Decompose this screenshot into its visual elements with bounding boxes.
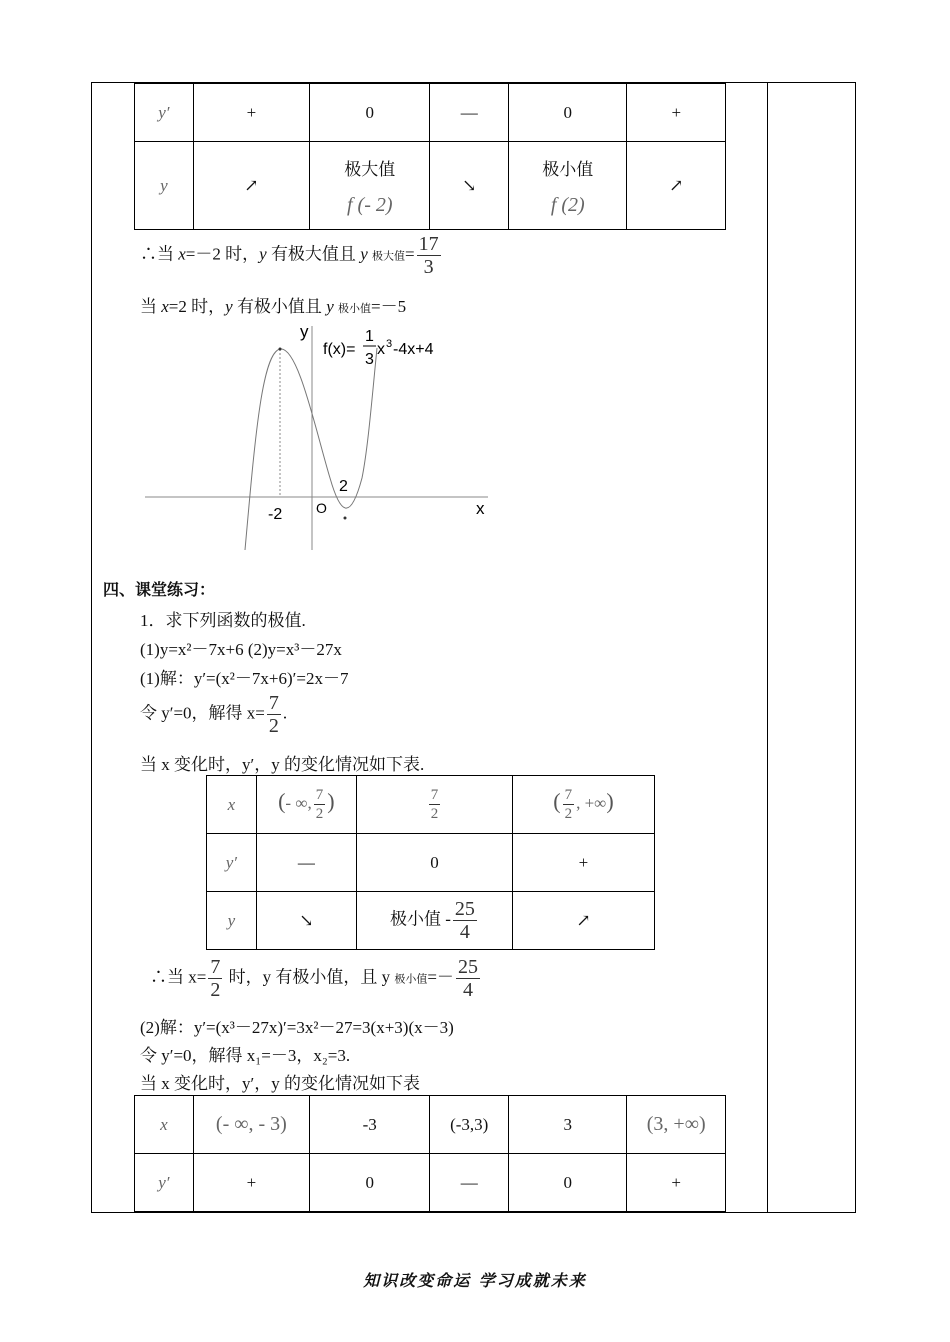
- header-x: x: [135, 1096, 194, 1154]
- function-label-exp: 3: [386, 338, 393, 350]
- text: ∴当: [140, 244, 179, 264]
- frame-left: [91, 82, 92, 1213]
- fraction: [456, 956, 480, 1001]
- cell: 0: [310, 1154, 430, 1212]
- text: .: [282, 703, 288, 723]
- subscript: 极小值: [337, 303, 371, 315]
- denominator: 2: [430, 806, 439, 822]
- max-statement: [140, 233, 443, 278]
- tick-label-neg2: -2: [268, 506, 283, 523]
- var-x: x: [161, 297, 169, 316]
- critical-point: -3: [310, 1096, 430, 1154]
- numerator: 7: [315, 787, 324, 803]
- text: =2 时，: [168, 297, 226, 316]
- cell: +: [627, 84, 726, 142]
- denominator: 2: [268, 715, 279, 737]
- frame-mid: [767, 82, 768, 1213]
- cell: +: [193, 1154, 309, 1212]
- denominator: 2: [210, 979, 221, 1001]
- increasing-arrow: ↗: [193, 142, 309, 230]
- var-y: y: [326, 297, 334, 316]
- cell: +: [193, 84, 309, 142]
- increasing-arrow: ↗: [512, 892, 654, 950]
- var-x: x: [178, 244, 186, 264]
- min-label: 极小值 -: [389, 909, 451, 929]
- interval: (3, +∞): [627, 1096, 726, 1154]
- increasing-arrow: ↗: [627, 142, 726, 230]
- fraction: [417, 233, 441, 278]
- denominator: 4: [459, 921, 470, 943]
- decreasing-arrow: ↘: [256, 892, 356, 950]
- frame-right: [855, 82, 856, 1213]
- fraction: [314, 786, 326, 823]
- header-x: x: [207, 776, 257, 834]
- frame-bottom: [91, 1212, 856, 1213]
- interval-text: , +∞: [576, 793, 607, 813]
- numerator: 7: [210, 956, 221, 978]
- text: 令 y′=0，解得 x=: [140, 703, 265, 723]
- function-label-num: 1: [365, 328, 374, 345]
- text: ∴当 x=: [150, 967, 207, 987]
- fraction: [453, 898, 477, 943]
- subscript: 极大值: [371, 250, 405, 263]
- cell: —: [256, 834, 356, 892]
- text: 当: [140, 297, 162, 316]
- numerator: 25: [457, 956, 478, 978]
- y-axis-label: y: [300, 322, 309, 341]
- interval: (-3,3): [430, 1096, 509, 1154]
- cell: —: [430, 1154, 509, 1212]
- exercise-1-functions: (1)y=x²－7x+6 (2)y=x³－27x: [140, 640, 342, 659]
- cell-y: y: [207, 892, 257, 950]
- tick-label-2: 2: [339, 478, 348, 495]
- origin-label: O: [316, 500, 327, 516]
- critical-point: 3: [509, 1096, 627, 1154]
- denominator: 3: [423, 256, 434, 278]
- cell: +: [627, 1154, 726, 1212]
- critical-point: [356, 776, 512, 834]
- max-value: f (- 2): [346, 193, 393, 216]
- subscript: 极小值: [394, 973, 428, 986]
- interval-text: - ∞,: [285, 793, 312, 813]
- min-cell: [356, 892, 512, 950]
- solution-1-derivative: (1)解：y′=(x²－7x+6)′=2x－7: [140, 669, 349, 688]
- text: 有极大值且: [266, 244, 361, 264]
- min-statement: [140, 292, 406, 317]
- cell: 0: [509, 84, 627, 142]
- text: =－5: [370, 297, 407, 316]
- solution-2-derivative: (2)解：y′=(x³－27x)′=3x²－27=3(x+3)(x－3): [140, 1018, 454, 1037]
- min-cell: [509, 142, 627, 230]
- curve: [245, 348, 377, 550]
- solution-1-result: [150, 956, 482, 1001]
- numerator: 17: [418, 233, 439, 255]
- max-point: [279, 348, 282, 351]
- cell-yprime: y′: [135, 84, 194, 142]
- min-value: f (2): [550, 193, 585, 216]
- fraction: [267, 692, 281, 737]
- text: 时，y 有极小值，且 y: [224, 967, 391, 987]
- exercise-1: 1．求下列函数的极值.: [140, 611, 306, 630]
- cell: 0: [356, 834, 512, 892]
- page-footer: 知识改变命运 学习成就未来: [363, 1271, 587, 1290]
- interval-right: ( $\frac{7}{2}$ , +∞): [512, 776, 654, 834]
- min-point: [344, 517, 347, 520]
- cell: 0: [509, 1154, 627, 1212]
- var-y: y: [360, 244, 368, 264]
- var-y: y: [225, 297, 233, 316]
- section-heading: 四、课堂练习：: [103, 580, 216, 599]
- max-cell: [310, 142, 430, 230]
- decreasing-arrow: ↘: [430, 142, 509, 230]
- function-graph: [140, 318, 500, 558]
- solution-2-table-intro: 当 x 变化时，y′，y 的变化情况如下表: [140, 1074, 420, 1093]
- denominator: 4: [462, 979, 473, 1001]
- solution-1-root: [140, 692, 287, 737]
- interval-left: (- ∞, $\frac{7}{2}$ ): [256, 776, 356, 834]
- fraction: [429, 786, 441, 823]
- text: =: [404, 244, 415, 264]
- variation-table-2: [206, 775, 655, 950]
- var-y: y: [259, 244, 267, 264]
- numerator: 7: [564, 787, 573, 803]
- variation-table-1: [134, 83, 726, 230]
- numerator: 25: [454, 898, 475, 920]
- cell: —: [430, 84, 509, 142]
- x-axis-label: x: [476, 499, 485, 518]
- function-label-tail: -4x+4: [393, 341, 434, 358]
- cell-yprime: y′: [135, 1154, 194, 1212]
- denominator: 2: [564, 806, 573, 822]
- solution-2-roots: 令 y′=0，解得 x₁=－3，x₂=3.: [140, 1046, 351, 1065]
- denominator: 2: [315, 806, 324, 822]
- text: =－2 时，: [185, 244, 260, 264]
- interval: (- ∞, - 3): [193, 1096, 309, 1154]
- fraction: [208, 956, 222, 1001]
- numerator: 7: [430, 787, 439, 803]
- text: 有极小值且: [232, 297, 327, 316]
- variation-table-3: [134, 1095, 726, 1212]
- cell-y: y: [135, 142, 194, 230]
- fraction: [563, 786, 575, 823]
- numerator: 7: [268, 692, 279, 714]
- text: =－: [427, 967, 454, 987]
- function-label-den: 3: [365, 351, 374, 368]
- cell-yprime: y′: [207, 834, 257, 892]
- solution-1-table-intro: 当 x 变化时，y′，y 的变化情况如下表.: [140, 755, 425, 774]
- min-label: 极小值: [542, 159, 594, 179]
- function-label-prefix: f(x)=: [323, 341, 356, 358]
- cell: 0: [310, 84, 430, 142]
- function-label-x: x: [377, 341, 385, 358]
- max-label: 极大值: [344, 159, 396, 179]
- cell: +: [512, 834, 654, 892]
